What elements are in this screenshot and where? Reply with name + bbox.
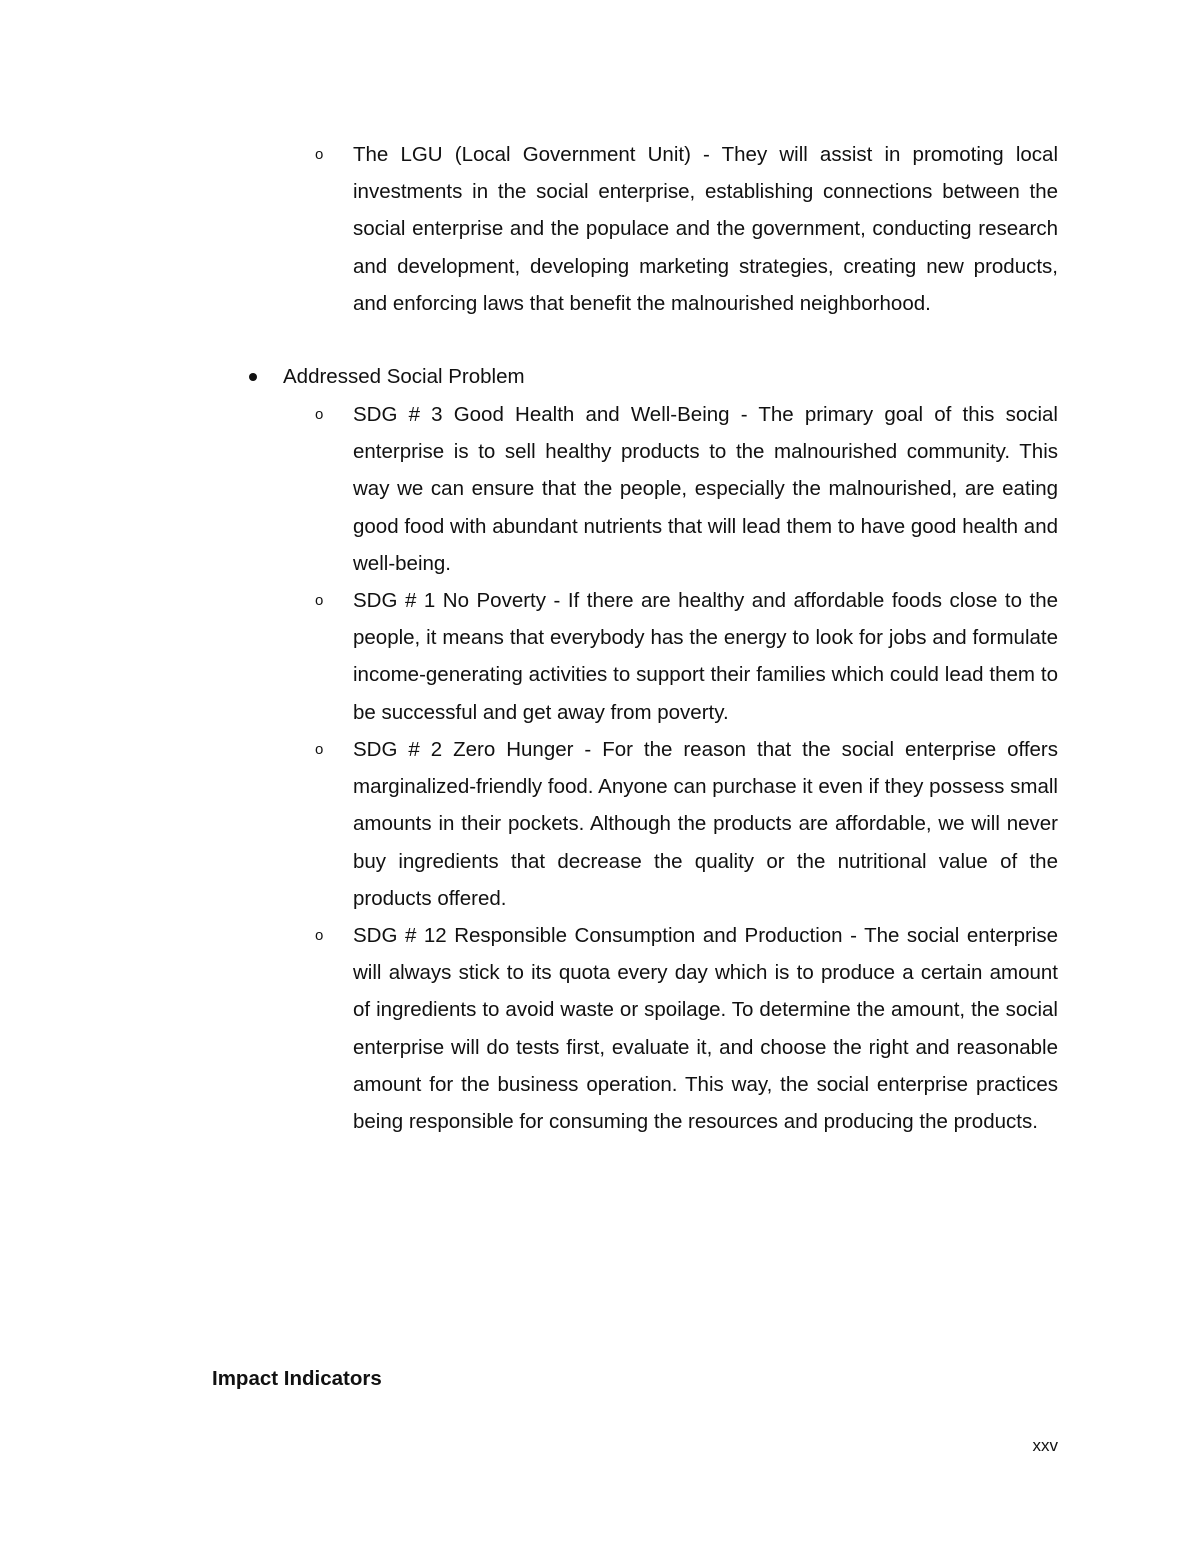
sub-bullet-marker: o	[315, 592, 324, 609]
sub-bullet-marker: o	[315, 406, 324, 423]
bullet-icon	[249, 373, 257, 381]
list-item-sdg-1: SDG # 1 No Poverty - If there are healthy and affordable foods close to the people, it means that everybody has the energy to look for jobs and formulate income-generating activities to support their families which could lead them to be successful and get away from poverty.	[353, 589, 1058, 724]
list-item-lgu: The LGU (Local Government Unit) - They will assist in promoting local investments in the social enterprise, establishing connections between the social enterprise and the populace and the government, conducting research and development, developing marketing strategies, creating new products, and enforcing laws that benefit the malnourished neighborhood.	[353, 143, 1058, 315]
section-heading: Impact Indicators	[212, 1367, 382, 1390]
list-item-sdg-3: SDG # 3 Good Health and Well-Being - The primary goal of this social enterprise is to sell healthy products to the malnourished community. This way we can ensure that the people, especially the malnourished, are eating good food with abundant nutrients that will lead them to have good health and well-being.	[353, 403, 1058, 575]
list-item-sdg-12: SDG # 12 Responsible Consumption and Production - The social enterprise will always stick to its quota every day which is to produce a certain amount of ingredients to avoid waste or spoilage. To determine the amount, the social enterprise will do tests first, evaluate it, and choose the right and reasonable amount for the business operation. This way, the social enterprise practices being responsible for consuming the resources and producing the products.	[353, 924, 1058, 1134]
page-number: xxv	[1032, 1436, 1058, 1455]
sub-bullet-marker: o	[315, 927, 324, 944]
list-item-sdg-2: SDG # 2 Zero Hunger - For the reason that the social enterprise offers marginalized-friendly food. Anyone can purchase it even if they possess small amounts in their pockets. Although the products are affordable, we will never buy ingredients that decrease the quality or the nutritional value of the products offered.	[353, 738, 1058, 910]
sub-bullet-marker: o	[315, 146, 324, 163]
section-bullet-label: Addressed Social Problem	[283, 365, 525, 388]
sub-bullet-marker: o	[315, 741, 324, 758]
